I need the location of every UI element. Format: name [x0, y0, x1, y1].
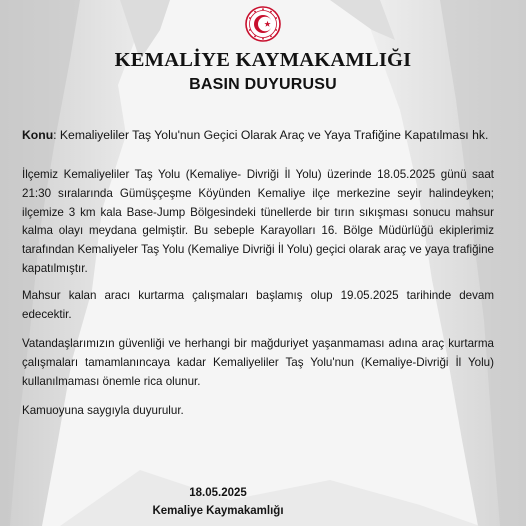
- body-paragraph-request: Vatandaşlarımızın güvenliği ve herhangi bir mağduriyet yaşanmaması adına araç kurtarma çalışmaları tamamlanıncaya kadar Kemaliyeliler Taş Yolu'nun (Kemaliye-Divriği İl Yolu) kullanılmaması önemle rica olunur.: [22, 337, 494, 388]
- body-paragraph-closing: Kamuoyuna saygıyla duyurulur.: [22, 404, 184, 417]
- subject-line: [22, 127, 508, 144]
- signature-date: 18.05.2025: [189, 487, 247, 499]
- body-paragraph-recovery: Mahsur kalan aracı kurtarma çalışmaları başlamış olup 19.05.2025 tarihinde devam edecektir.: [22, 289, 494, 321]
- subject-label: Konu: [22, 128, 54, 142]
- organization-title: KEMALİYE KAYMAKAMLIĞI: [114, 49, 412, 71]
- body-paragraph-incident: İlçemiz Kemaliyeliler Taş Yolu (Kemaliye- Divriği İl Yolu) üzerinde 18.05.2025 günü saat 21:30 sıralarında Gümüşçeşme Köyünden Kemaliye ilçe merkezine seyir halindeyken; ilçemize 3 km kala Base-Jump Bölgesindeki tünellerde bir tırın sıkışması sonucu mahsur kalma olayı meydana gelmiştir. Bu sebeple Karayolları 16. Bölge Müdürlüğü ekiplerimiz tarafından Kemaliyeler Taş Yolu (Kemaliye Divriği İl Yolu) geçici olarak araç ve yaya trafiğine kapatılmıştır.: [22, 168, 494, 275]
- state-crescent-star-seal-icon: [245, 6, 281, 42]
- subject-text: : Kemaliyeliler Taş Yolu'nun Geçici Olarak Araç ve Yaya Trafiğine Kapatılması hk.: [53, 128, 489, 142]
- document-type-heading: BASIN DUYURUSU: [189, 76, 337, 93]
- signature-organization: Kemaliye Kaymakamlığı: [152, 505, 284, 517]
